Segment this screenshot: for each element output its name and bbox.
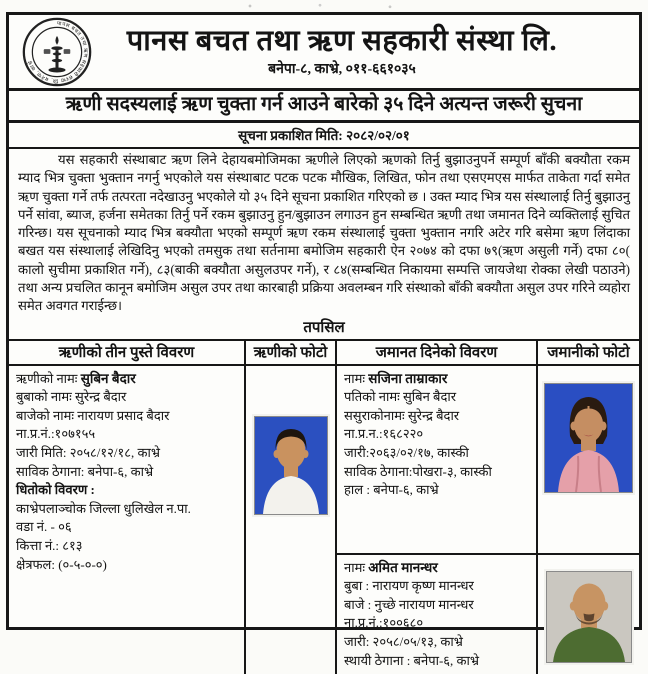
borrower-photo-cell — [244, 366, 335, 674]
guarantor2-citizenship-issued: जारी: २०५८/०५/१३, काभ्रे — [344, 634, 463, 650]
borrower-citizenship-no: ना.प्र.नं.:१०७१५५ — [16, 426, 96, 442]
seal-ring-text: पानस बचत तथा ऋण सहकारी संस्था लि. बनेपा, काभ्रे — [27, 20, 89, 83]
guarantor1-photo-cell — [536, 366, 639, 553]
guarantor1-former-address: साविक ठेगाना:पोखरा-३, कास्की — [344, 463, 492, 479]
guarantor1-husband: पतिको नामः सुबिन बैदार — [344, 389, 457, 405]
notice-document — [6, 12, 642, 668]
guarantor1-father-in-law: ससुराकोनामः सुरेन्द्र बैदार — [344, 407, 460, 423]
header-guarantor-details: जमानत दिनेको विवरण — [335, 341, 536, 366]
guarantor2-father: बुबा : नारायण कृष्ण मानन्धर — [344, 578, 474, 594]
borrower-father: बुबाको नामः सुरेन्द्र बैदार — [16, 389, 127, 405]
header-borrower-photo: ऋणीको फोटो — [244, 341, 335, 366]
borrower-address: साविक ठेगाना: बनेपा-६, काभ्रे — [16, 463, 154, 479]
details-table — [9, 339, 639, 674]
borrower-citizenship-issued: जारी मिति: २०५८/१२/१८, काभ्रे — [16, 445, 161, 461]
guarantor1-current-address: हाल : बनेपा-६, काभ्रे — [344, 482, 439, 498]
borrower-name-line — [16, 370, 237, 389]
borrower-details-cell — [9, 366, 244, 674]
published-date: सूचना प्रकाशित मिति: २०८२/०२/०१ — [9, 123, 639, 149]
guarantor2-name-line — [344, 559, 529, 578]
document-header — [9, 15, 639, 91]
borrower-name-label: ऋणीको नामः — [16, 370, 81, 386]
collateral-area: क्षेत्रफल: (०-५-०-०) — [16, 556, 107, 572]
collateral-plot: कित्ता नं.: ८१३ — [16, 538, 83, 554]
header-guarantor-photo: जमानीको फोटो — [536, 341, 639, 366]
guarantor2-grandfather: बाजे : नुच्छे नारायण मानन्धर — [344, 596, 474, 612]
org-title: पानस बचत तथा ऋण सहकारी संस्था लि. — [126, 25, 558, 57]
guarantor2-name-label: नामः — [344, 559, 369, 575]
guarantor2-details-cell — [335, 553, 536, 674]
guarantor2-name: अमित मानन्धर — [368, 559, 438, 575]
org-address: बनेपा-८, काभ्रे, ०११-६६१०३५ — [268, 62, 416, 77]
guarantor1-citizenship-no: ना.प्र.न.:१६८२२० — [344, 426, 424, 442]
guarantor2-citizenship-no: ना.प्र.नं.:१००६८० — [344, 615, 424, 631]
borrower-grandfather: बाजेको नामः नारायण प्रसाद बैदार — [16, 407, 170, 423]
collateral-heading: धितोको विवरण : — [16, 482, 95, 498]
notice-banner: ऋणी सदस्यलाई ऋण चुक्ता गर्न आउने बारेको ३५ दिने अत्यन्त जरूरी सुचना — [9, 91, 639, 123]
guarantor2-photo-cell — [536, 553, 639, 674]
guarantor1-photo — [544, 383, 633, 493]
guarantor1-name: सजिना ताम्राकार — [368, 370, 448, 386]
collateral-ward: वडा नं. - ०६ — [16, 519, 72, 535]
guarantor2-permanent-address: स्थायी ठेगाना : बनेपा-६, काभ्रे — [344, 652, 480, 668]
header-borrower-details: ऋणीको तीन पुस्ते विवरण — [9, 341, 244, 366]
scan-artifact — [230, 2, 430, 10]
borrower-name: सुबिन बैदार — [80, 370, 136, 386]
guarantor1-details-cell — [335, 366, 536, 553]
borrower-photo — [254, 416, 328, 515]
guarantor1-citizenship-issued: जारी:२०६३/०२/१७, कास्की — [344, 445, 469, 461]
section-title: तपसिल — [303, 319, 345, 336]
notice-body-paragraph: यस सहकारी संस्थाबाट ऋण लिने देहायबमोजिमका ऋणीले लिएको ऋणको तिर्नु बुझाउनुपर्ने सम्पूर्ण बाँकी बक्यौता रकम म्याद भित्र चुक्ता भुक्तान नगर्नु भएकोले यस संस्थाबाट पटक पटक मौखिक, लिखित, फोन तथा एसएमएस मार्फत ताकेता गर्दा समेत ऋण चुक्ता गर्ने तर्फ तत्परता नदेखाउनु भएकोले यो ३५ दिने सूचना प्रकाशित गरिएको छ । उक्त म्याद भित्र यस संस्थालाई तिर्नु बुझाउनु पर्ने सांवा, ब्याज, हर्जना समेतका तिर्नु पर्ने रकम बुझाउनु हुन/बुझाउन लगाउन हुन सम्बन्धित ऋणी तथा जमानत दिने व्यक्तिलाई सुचित गरिन्छ। यस सूचनाको म्याद भित्र बक्यौता भएको सम्पूर्ण ऋण रकम संस्थालाई चुक्ता भुक्तान नगरि अटेर गरि बसेमा ऋण लिंदाका बखत यस संस्थालाई लेखिदिनु भएको तमसुक तथा सर्तनामा बमोजिम सहकारी ऐन २०७४ को दफा ७९(ऋण असुली गर्ने) दफा ८०( कालो सुचीमा प्रकाशित गर्ने), ८३(बाकी बक्यौता असुलउपर गर्ने), र ८४(सम्बन्धित निकायमा सम्पत्ति जायजेथा रोक्का लेखी पठाउने) तथा अन्य प्रचलित कानून बमोजिम असुल उपर तथा कारबाही प्रक्रिया अवलम्बन गरि संस्थाको बाँकी बक्यौता असुल उपर गरिने व्यहोरा समेत अवगत गराईन्छ। — [18, 152, 630, 314]
collateral-location: काभ्रेपलाञ्चोक जिल्ला धुलिखेल न.पा. — [16, 500, 191, 516]
guarantor1-name-line — [344, 370, 529, 389]
guarantor1-name-label: नामः — [344, 370, 369, 386]
notice-body-block — [9, 149, 639, 339]
guarantor2-photo — [546, 571, 632, 663]
organization-seal-icon — [21, 16, 93, 88]
